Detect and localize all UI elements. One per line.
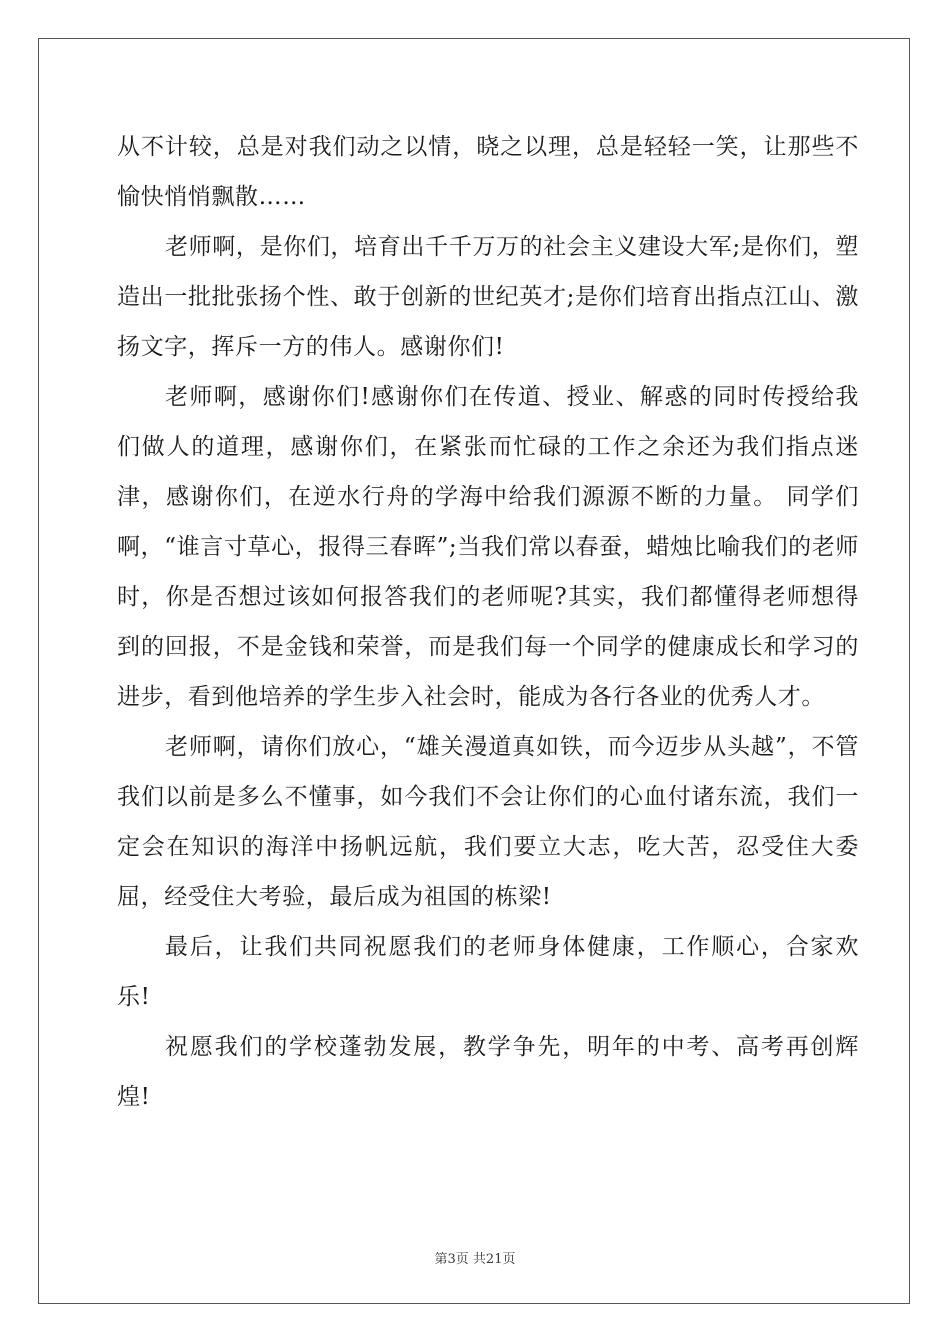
paragraph-wishes-school: 祝愿我们的学校蓬勃发展，教学争先，明年的中考、高考再创辉煌! [117, 1034, 859, 1110]
document-body [117, 122, 859, 1122]
paragraph-wishes-teachers: 最后，让我们共同祝愿我们的老师身体健康，工作顺心，合家欢乐! [117, 934, 859, 1010]
paragraph-gratitude: 老师啊，感谢你们!感谢你们在传道、授业、解惑的同时传授给我们做人的道理，感谢你们，在紧张而忙碌的工作之余还为我们指点迷津，感谢你们，在逆水行舟的学海中给我们源源不断的力量。 同学们啊，“谁言寸草心，报得三春晖”;当我们常以春蚕，蜡烛比喻我们的老师时，你是否想过该如何报答我们的老师呢?其实，我们都懂得老师想得到的回报，不是金钱和荣誉，而是我们每一个同学的健康成长和学习的进步，看到他培养的学生步入社会时，能成为各行各业的优秀人才。 [117, 384, 859, 710]
paragraph-continuation: 从不计较，总是对我们动之以情，晓之以理，总是轻轻一笑，让那些不愉快悄悄飘散…… [117, 134, 859, 210]
paragraph-thanks-teachers: 老师啊，是你们，培育出千千万万的社会主义建设大军;是你们，塑造出一批批张扬个性、敢于创新的世纪英才;是你们培育出指点江山、激扬文字，挥斥一方的伟人。感谢你们! [117, 234, 859, 360]
paragraph-promise: 老师啊，请你们放心，“雄关漫道真如铁，而今迈步从头越”，不管我们以前是多么不懂事，如今我们不会让你们的心血付诸东流，我们一定会在知识的海洋中扬帆远航，我们要立大志，吃大苦，忍受住大委屈，经受住大考验，最后成为祖国的栋梁! [117, 734, 859, 910]
page-number-footer: 第3页 共21页 [434, 1252, 516, 1267]
